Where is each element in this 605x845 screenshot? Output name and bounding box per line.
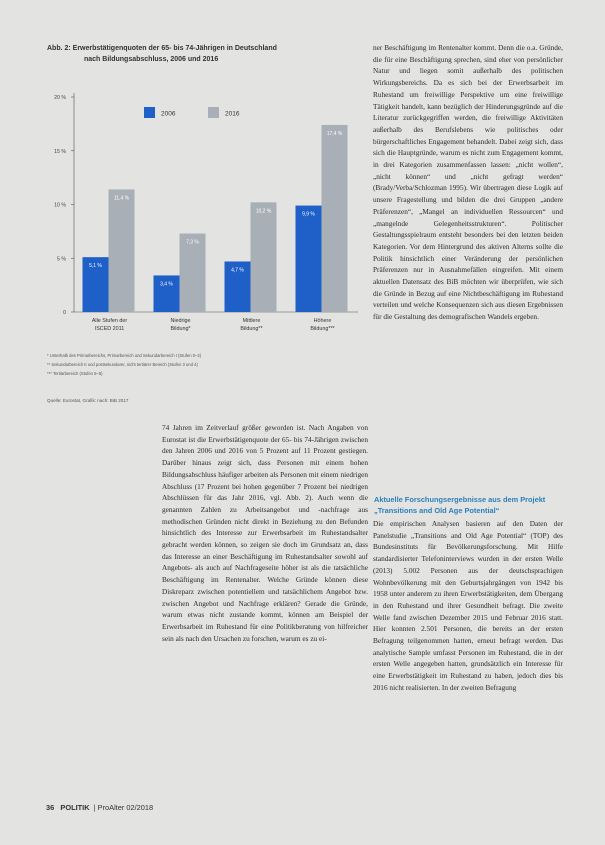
legend-swatch <box>144 107 155 118</box>
x-tick-label: ISCED 2011 <box>94 326 125 332</box>
bar <box>251 202 277 312</box>
data-label: 11,4 % <box>113 195 130 202</box>
issue-label: ProAlter 02/2018 <box>97 803 154 812</box>
chart-caption-line1: Abb. 2: Erwerbstätigenquoten der 65- bis 74-Jährigen in Deutschland <box>47 45 277 52</box>
data-label: 10,2 % <box>255 208 272 215</box>
y-tick-label: 5 % <box>57 256 66 263</box>
x-tick-label: Niedrige <box>170 318 191 324</box>
x-tick-label: Bildung*** <box>310 326 335 332</box>
y-tick-label: 15 % <box>54 148 66 155</box>
x-tick-label: Höhere <box>313 318 332 324</box>
legend-swatch <box>208 107 219 118</box>
bar-chart <box>36 85 366 360</box>
x-tick-label: Bildung** <box>240 326 263 332</box>
chart-footnotes <box>47 351 367 378</box>
article-paragraph: Die empirischen Analysen basieren auf den Daten der Panelstudie „Transitions and Old Age Potential“ (TOP) des Bundesinstituts für Bevölkerungsforschung. Mit Hilfe standardisierter Telefoninterviews wurden in der ersten Welle (2013) 5.002 Personen aus der deutschsprachigen Wohnbevölkerung mit den Geburtsjahrgängen von 1942 bis 1958 unter anderem zu ihren Erwerbstätigkeiten, dem Übergang in den Ruhestand und ihrer Gesundheit befragt. Die zweite Welle fand zwischen Dezember 2015 und Februar 2016 statt. Hier konnten 2.501 Personen, die bereits an der ersten Befragung teilgenommen hatten, erneut befragt werden. Das analytische Sample umfasst Personen im Ruhestand, die in der ersten Welle angegeben hatten, grundsätzlich ein Interesse für eine Erwerbstätigkeit im Ruhestand zu haben, jedoch dies bis 2016 nicht realisierten. In der zweiten Befragung <box>373 519 563 692</box>
chart-caption-line2: nach Bildungsabschluss, 2006 und 2016 <box>84 56 219 63</box>
y-tick-label: 10 % <box>54 202 66 209</box>
bar <box>109 189 135 312</box>
y-tick-label: 20 % <box>54 95 66 101</box>
footnote: ** Sekundarbereich II und postsekundarer, nicht tertiärer Bereich (Stufen 3 und 4) <box>47 362 198 367</box>
chart-source: Quelle: Eurostat, Grafik: nach: BiB 2017 <box>47 398 129 403</box>
magazine-section: POLITIK <box>60 803 90 812</box>
article-paragraph: 74 Jahren im Zeitverlauf größer geworden ist. Nach Angaben von Eurostat ist die Erwerbstätigenquote der 65- bis 74-Jährigen zwischen den Jahren 2006 und 2016 von 5 Prozent auf 11 Prozent gestiegen. Darüber hinaus zeigt sich, dass Personen mit einem hohen Bildungsabschluss häufiger arbeiten als Personen mit einem niedrigen Abschluss (17 Prozent bei hohen gegenüber 7 Prozent bei niedrigen Abschlüssen für das Jahr 2016, vgl. Abb. 2). Auch wenn die genannten Zahlen zu Arbeitsangebot und -nachfrage aus methodischen Gründen nicht direkt in Beziehung zu den Befunden hinsichtlich des Interesse zur Erwerbsarbeit im Ruhestandsalter gebracht werden können, so zeigen sie doch im Grundsatz an, dass das Interesse an einer Beschäftigung im Ruhestandsalter sowohl auf Angebots- als auch auf Nachfrageseite höher ist als die tatsächliche Beschäftigung im Rentenalter. Welche Gründe können diese Diskreparz zwischen potentiellem und tatsächlichem Angebot bzw. zwischen Angebot und Nachfrage erklären? Gerade die Gründe, warum etwas nicht zustande kommt, können am Beispiel der Erwerbsarbeit im Ruhestand für eine Politikberatung von hilfreicher sein als nach den Ursachen zu forschen, warum es zu ei- <box>162 423 368 643</box>
page-folio: 36 POLITIK | ProAlter 02/2018 <box>46 803 154 812</box>
bar <box>296 206 322 312</box>
data-label: 7,3 % <box>186 239 199 246</box>
data-label: 4,7 % <box>231 267 244 274</box>
x-tick-label: Bildung* <box>170 326 191 332</box>
legend-label: 2016 <box>225 110 240 118</box>
footnote: *** Tertiärbereich (Stufen 5–8) <box>47 371 103 376</box>
data-label: 17,4 % <box>326 130 343 137</box>
data-label: 5,1 % <box>89 263 102 270</box>
section-heading: Aktuelle Forschungsergebnisse aus dem Projekt „Transitions and Old Age Potential“ <box>374 495 546 515</box>
article-paragraph: ner Beschäftigung im Rentenalter kommt. Denn die o.a. Gründe, die für eine Beschäftigung sprechen, sind eher von persönlicher Natur und liegen somit außerhalb des politischen Wirkungsbereichs. Da es sich bei der Erwerbsarbeit im Ruhestand um freiwillige Perspektive um eine freiwillige Tätigkeit handelt, kann bezüglich der Hinderungsgründe auf die Literatur zurückgegriffen werden, die freiwillige Aktivitäten außerhalb des Berufslebens wie politisches oder bürgerschaftliches Engagement behandelt. Dabei zeigt sich, dass sich die Hauptgründe, warum es nicht zum Engagement kommt, in drei Kategorien zusammenfassen lassen: „nicht wollen“, „nicht können“ und „nicht gefragt werden“ (Brady/Verba/Schlozman 1995). Wir übertragen diese Logik auf unsere Fragestellung und bilden die drei Gruppen „andere Präferenzen“, „Mangel an individuellen Ressourcen“ und „mangelnde Gelegenheitsstrukturen“. Politischer Gestaltungsspielraum entsteht besonders bei den letzten beiden Kategorien. Vor dem Hintergrund des aktiven Alterns sollte die Politik hinsichtlich einer Veränderung der persönlichen Präferenzen nur in Ausnahmefällen eingreifen. Mit einem aktuellen Datensatz des BiB möchten wir überprüfen, wie sich die Gründe in Bezug auf eine Nichtbeschäftigung im Ruhestand verteilen und welche Konsequenzen sich aus diesen Ergebnissen für die Gestaltung des demografischen Wandels ergeben. <box>373 43 563 322</box>
chart-caption <box>47 43 367 65</box>
footnote: * Unterhalb des Primarbereichs, Primarbereich und Sekundarbereich I (Stufen 0–2) <box>47 353 202 358</box>
data-label: 9,9 % <box>302 211 315 218</box>
y-tick-label: 0 <box>63 310 66 316</box>
page-number: 36 <box>46 803 55 812</box>
article-column-right-top <box>373 42 563 323</box>
bar <box>322 125 348 312</box>
x-tick-label: Mittlere <box>242 318 261 324</box>
article-column-right-bottom <box>373 518 563 694</box>
legend-label: 2006 <box>161 110 176 118</box>
data-label: 3,4 % <box>160 281 173 288</box>
article-column-middle <box>162 422 368 644</box>
x-tick-label: Alle Stufen der <box>91 318 128 324</box>
